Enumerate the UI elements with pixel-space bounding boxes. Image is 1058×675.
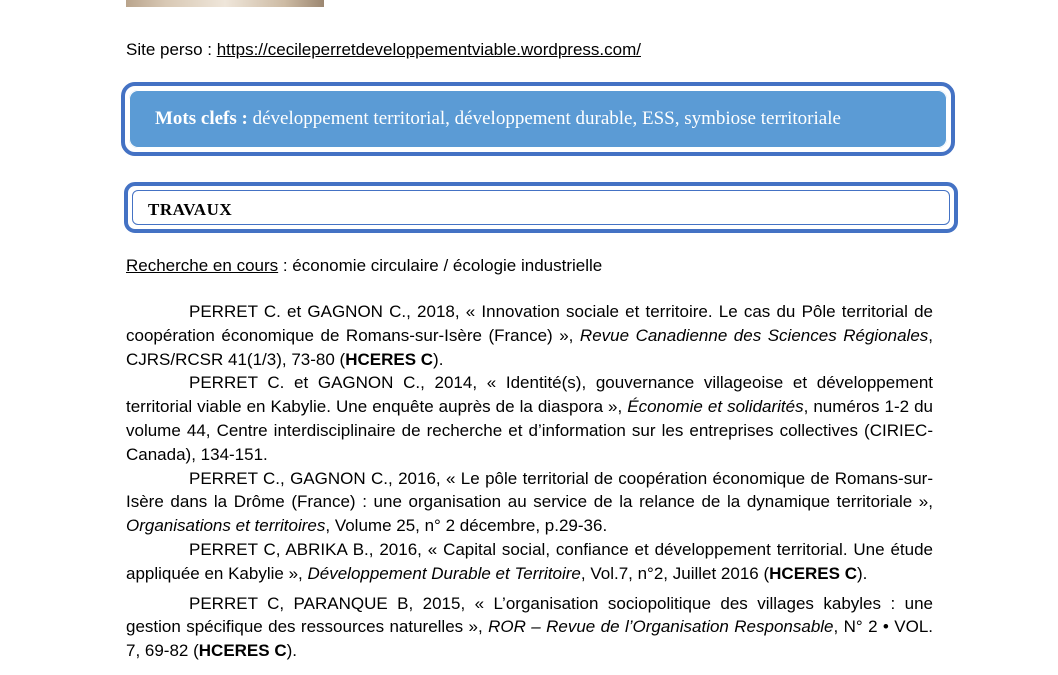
keywords-label: Mots clefs : — [155, 108, 253, 129]
reference-item: PERRET C. et GAGNON C., 2018, « Innovation sociale et territoire. Le cas du Pôle territorial de coopération économique de Romans-sur-Isère (France) », Revue Canadienne des Sciences Régionales, CJRS/RCSR 41(1/3), 73-80 (HCERES C). — [126, 302, 934, 369]
keywords-text — [155, 108, 841, 130]
current-research — [126, 254, 602, 278]
reference-item: PERRET C. et GAGNON C., 2014, « Identité(s), gouvernance villageoise et développement territorial viable en Kabylie. Une enquête auprès de la diaspora », Économie et solidarités, numéros 1-2 du volume 44, Centre interdisciplinaire de recherche et d’information sur les entreprises collectives (CIRIEC-Canada), 134-151. — [126, 373, 934, 464]
site-label: Site perso : — [126, 40, 217, 59]
reference-item: PERRET C., GAGNON C., 2016, « Le pôle territorial de coopération économique de Romans-sur-Isère dans la Drôme (France) : une organisation au service de la relance de la dynamique territoriale », Organisations et territoires, Volume 25, n° 2 décembre, p.29-36. — [126, 468, 933, 536]
reference-item: PERRET C, ABRIKA B., 2016, « Capital social, confiance et développement territorial. Une étude appliquée en Kabylie », Développement Durable et Territoire, Vol.7, n°2, Juillet 2016 (HCERES C). — [126, 539, 933, 583]
section-title: TRAVAUX — [148, 200, 233, 219]
research-label: Recherche en cours — [126, 256, 279, 275]
research-text: : économie circulaire / écologie industrielle — [278, 256, 603, 275]
section-header-box — [124, 182, 958, 233]
reference-item: PERRET C, PARANQUE B, 2015, « L’organisation sociopolitique des villages kabyles : une gestion spécifique des ressources naturelles », ROR – Revue de l’Organisation Responsable, N° 2 • VOL. 7, 69-82 (HCERES C). — [126, 593, 933, 661]
keywords-list: développement territorial, développement durable, ESS, symbiose territoriale — [252, 108, 841, 129]
site-link[interactable]: https://cecileperretdeveloppementviable.wordpress.com/ — [216, 40, 641, 59]
references-list — [126, 300, 933, 663]
author-photo — [126, 0, 324, 7]
personal-site-line — [126, 38, 641, 62]
keywords-box — [121, 82, 955, 156]
